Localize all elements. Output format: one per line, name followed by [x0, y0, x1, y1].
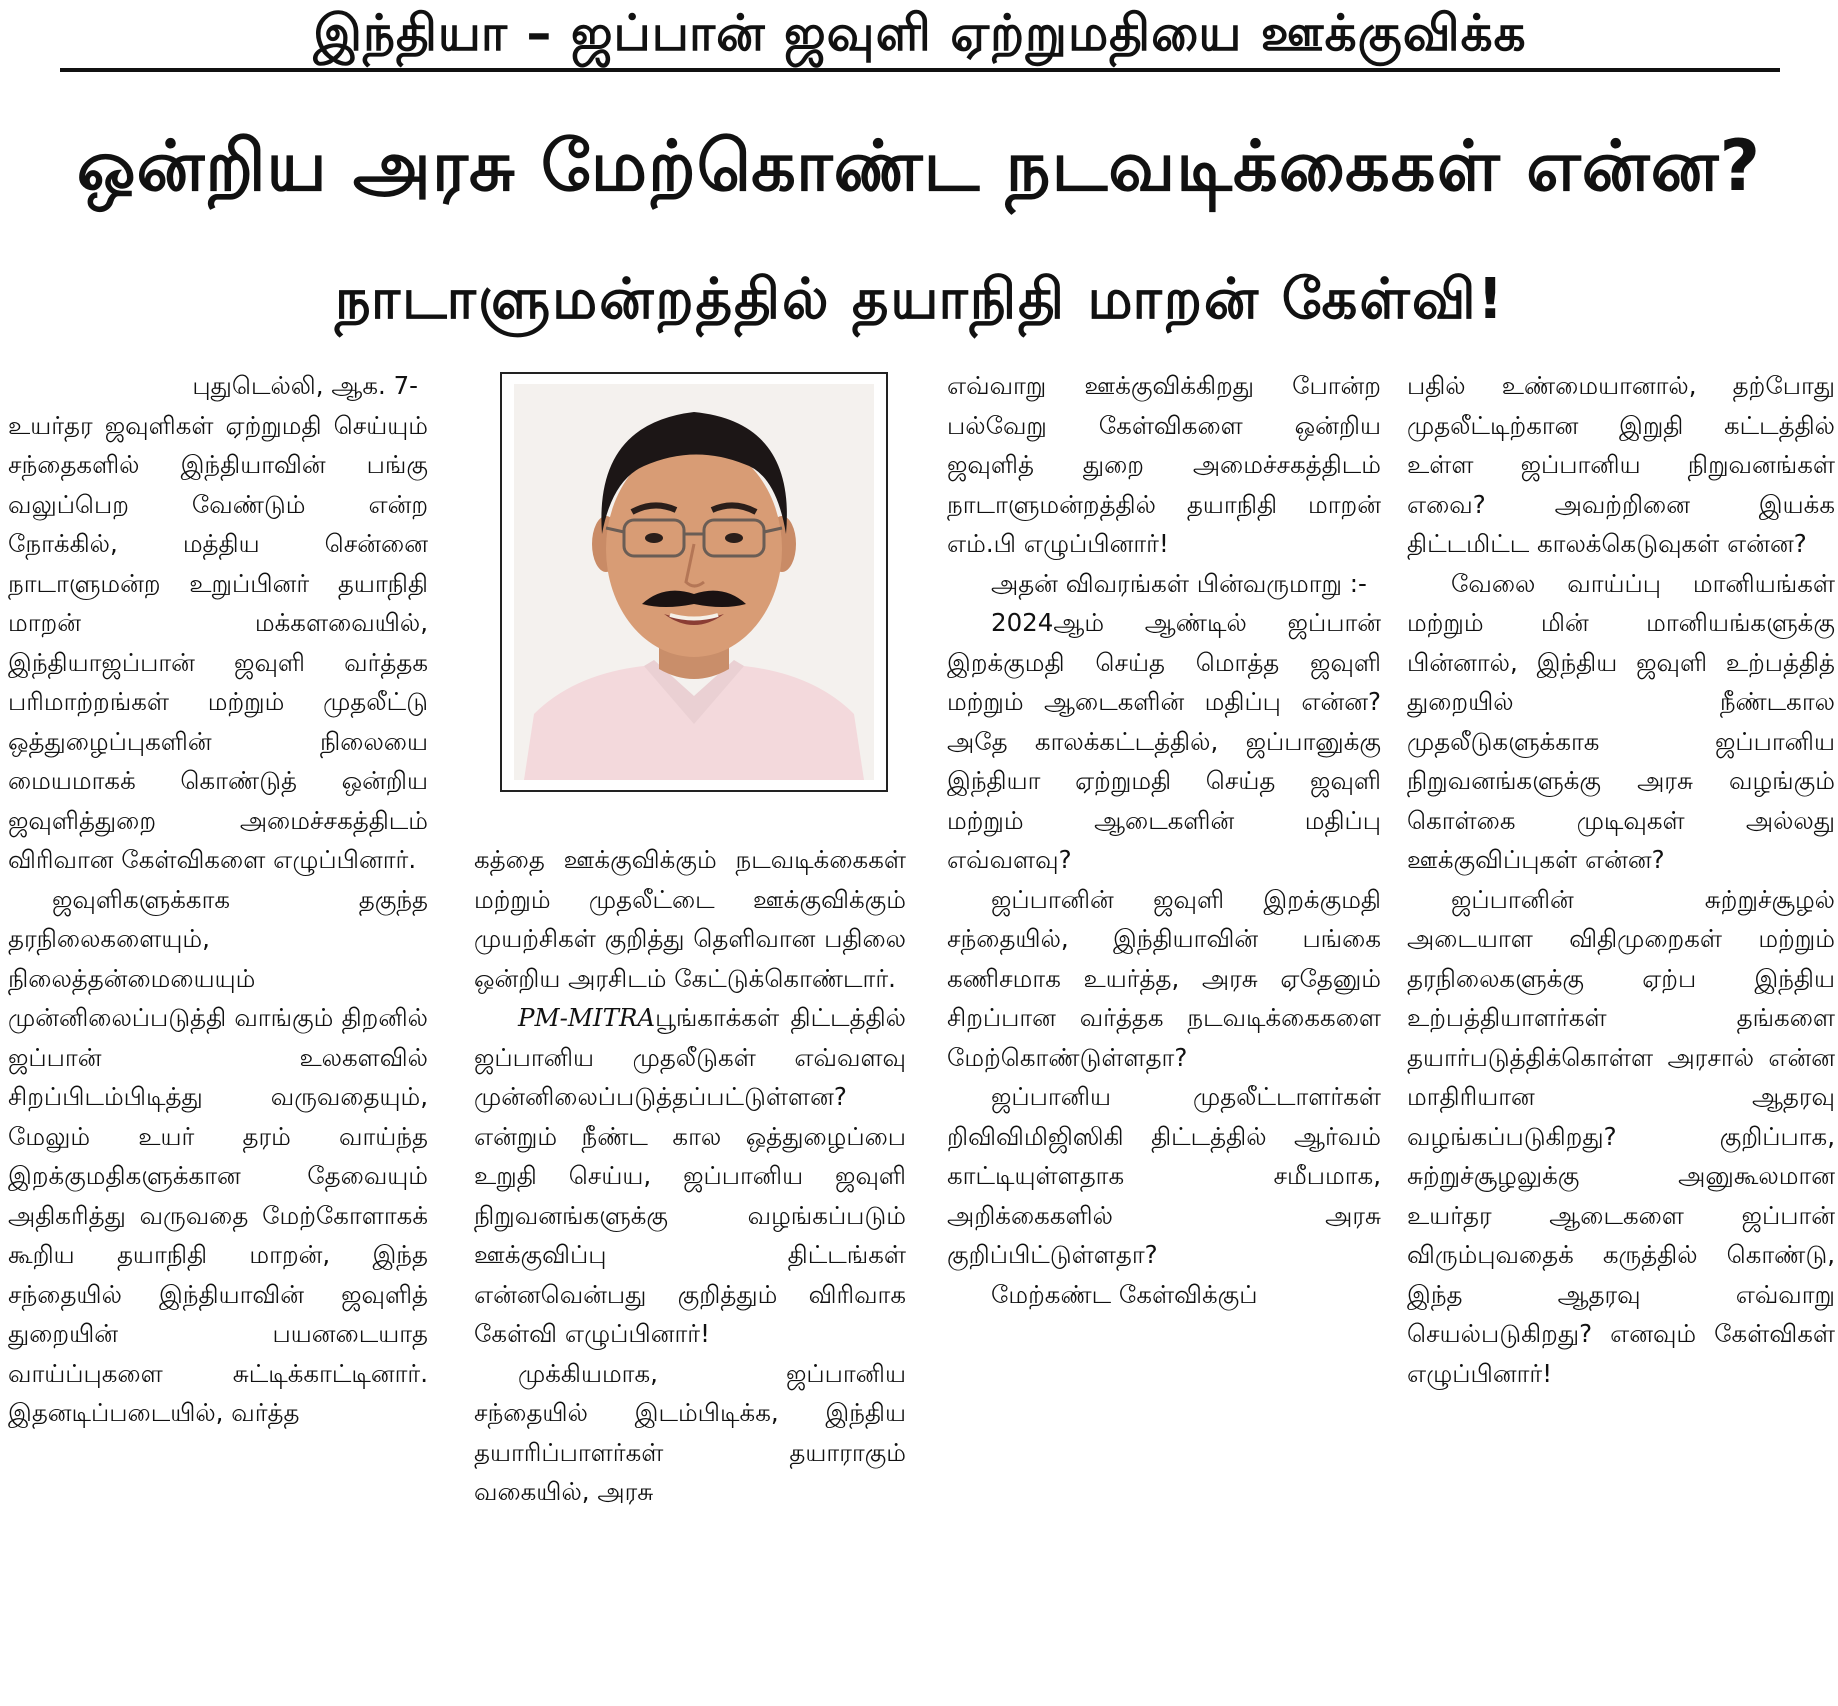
- column-3-paragraph-2: அதன் விவரங்கள் பின்வருமாறு :-: [991, 568, 1367, 598]
- article-column-2: [474, 840, 906, 1702]
- column-3-paragraph-1: எவ்வாறு ஊக்குவிக்கிறது போன்ற பல்வேறு கேள்விகளை ஒன்றிய ஜவுளித் துறை அமைச்சகத்திடம் நாடாளுமன்றத்தில் தயாநிதி மாறன் எம்.பி எழுப்பினார்!: [947, 371, 1381, 558]
- sub-headline: நாடாளுமன்றத்தில் தயாநிதி மாறன் கேள்வி!: [334, 267, 1506, 332]
- article-column-4: [1407, 366, 1835, 1702]
- dateline: புதுடெல்லி, ஆக. 7-: [192, 371, 418, 400]
- column-3-paragraph-3: 2024ஆம் ஆண்டில் ஜப்பான் இறக்குமதி செய்த மொத்த ஜவுளி மற்றும் ஆடைகளின் மதிப்பு என்ன? அதே காலக்கட்டத்தில், ஜப்பானுக்கு இந்தியா ஏற்றுமதி செய்த ஜவுளி மற்றும் ஆடைகளின் மதிப்பு எவ்வளவு?: [947, 608, 1381, 874]
- main-headline: ஒன்றிய அரசு மேற்கொண்ட நடவடிக்கைகள் என்ன?: [76, 125, 1762, 207]
- kicker-underline: [60, 68, 1780, 72]
- column-2-paragraph-2-text: பூங்காக்கள் திட்டத்தில் ஜப்பானிய முதலீடுகள் எவ்வளவு முன்னிலைப்படுத்தப்பட்டுள்ளன? என்றும் நீண்ட கால ஒத்துழைப்பை உறுதி செய்ய, ஜப்பானிய ஜவுளி நிறுவனங்களுக்கு வழங்கப்படும் ஊக்குவிப்பு திட்டங்கள் என்னவென்பது குறித்தும் விரிவாக கேள்வி எழுப்பினார்!: [474, 1003, 906, 1348]
- column-1-paragraph-1: உயர்தர ஜவுளிகள் ஏற்றுமதி செய்யும் சந்தைகளில் இந்தியாவின் பங்கு வலுப்பெற வேண்டும் என்ற நோக்கில், மத்திய சென்னை நாடாளுமன்ற உறுப்பினர் தயாநிதி மாறன் மக்களவையில், இந்தியாஜப்பான் ஜவுளி வர்த்தக பரிமாற்றங்கள் மற்றும் முதலீட்டு ஒத்துழைப்புகளின் நிலையை மையமாகக் கொண்டுத் ஒன்றிய ஜவுளித்துறை அமைச்சகத்திடம் விரிவான கேள்விகளை எழுப்பினார்.: [8, 410, 428, 874]
- column-3-paragraph-4: ஜப்பானின் ஜவுளி இறக்குமதி சந்தையில், இந்தியாவின் பங்கை கணிசமாக உயர்த்த, அரசு ஏதேனும் சிறப்பான வர்த்தக நடவடிக்கைகளை மேற்கொண்டுள்ளதா?: [947, 884, 1381, 1072]
- article-column-1: [8, 366, 428, 1702]
- column-4-paragraph-1: பதில் உண்மையானால், தற்போது முதலீட்டிற்கான இறுதி கட்டத்தில் உள்ள ஜப்பானிய நிறுவனங்கள் எவை? அவற்றினை இயக்க திட்டமிட்ட காலக்கெடுவுகள் என்ன?: [1407, 371, 1835, 558]
- portrait-photo: [500, 372, 888, 792]
- column-2-paragraph-3: முக்கியமாக, ஜப்பானிய சந்தையில் இடம்பிடிக்க, இந்திய தயாரிப்பாளர்கள் தயாராகும் வகையில், அரசு: [474, 1358, 906, 1506]
- column-2-paragraph-2: [474, 998, 906, 1354]
- kicker-headline: இந்தியா – ஜப்பான் ஜவுளி ஏற்றுமதியை ஊக்குவிக்க: [313, 4, 1527, 62]
- column-1-paragraph-2: ஜவுளிகளுக்காக தகுந்த தரநிலைகளையும், நிலைத்தன்மையையும் முன்னிலைப்படுத்தி வாங்கும் திறனில் ஜப்பான் உலகளவில் சிறப்பிடம்பிடித்து வருவதையும், மேலும் உயர் தரம் வாய்ந்த இறக்குமதிகளுக்கான தேவையும் அதிகரித்து வருவதை மேற்கோளாகக் கூறிய தயாநிதி மாறன், இந்த சந்தையில் இந்தியாவின் ஜவுளித் துறையின் பயனடையாத வாய்ப்புகளை சுட்டிக்காட்டினார். இதனடிப்படையில், வர்த்த: [8, 884, 428, 1427]
- column-2-paragraph-1: கத்தை ஊக்குவிக்கும் நடவடிக்கைகள் மற்றும் முதலீட்டை ஊக்குவிக்கும் முயற்சிகள் குறித்து தெளிவான பதிலை ஒன்றிய அரசிடம் கேட்டுக்கொண்டார்.: [474, 845, 906, 993]
- portrait-illustration: [514, 384, 874, 780]
- article-column-3: [947, 366, 1381, 1702]
- column-4-paragraph-3: ஜப்பானின் சுற்றுச்சூழல் அடையாள விதிமுறைகள் மற்றும் தரநிலைகளுக்கு ஏற்ப இந்திய உற்பத்தியாளர்கள் தங்களை தயார்படுத்திக்கொள்ள அரசால் என்ன மாதிரியான ஆதரவு வழங்கப்படுகிறது? குறிப்பாக, சுற்றுச்சூழலுக்கு அனுகூலமான உயர்தர ஆடைகளை ஜப்பான் விரும்புவதைக் கருத்தில் கொண்டு, இந்த ஆதரவு எவ்வாறு செயல்படுகிறது? எனவும் கேள்விகள் எழுப்பினார்!: [1407, 884, 1835, 1388]
- pm-mitra-label: PM-MITRA: [518, 1003, 656, 1032]
- column-3-paragraph-6: மேற்கண்ட கேள்விக்குப்: [991, 1279, 1258, 1309]
- column-4-paragraph-2: வேலை வாய்ப்பு மானியங்கள் மற்றும் மின் மானியங்களுக்கு பின்னால், இந்திய ஜவுளி உற்பத்தித் துறையில் நீண்டகால முதலீடுகளுக்காக ஜப்பானிய நிறுவனங்களுக்கு அரசு வழங்கும் கொள்கை முடிவுகள் அல்லது ஊக்குவிப்புகள் என்ன?: [1407, 568, 1835, 874]
- column-3-paragraph-5: ஜப்பானிய முதலீட்டாளர்கள் றிவிவிமிஜிஸிகி திட்டத்தில் ஆர்வம் காட்டியுள்ளதாக சமீபமாக, அறிக்கைகளில் அரசு குறிப்பிட்டுள்ளதா?: [947, 1082, 1381, 1269]
